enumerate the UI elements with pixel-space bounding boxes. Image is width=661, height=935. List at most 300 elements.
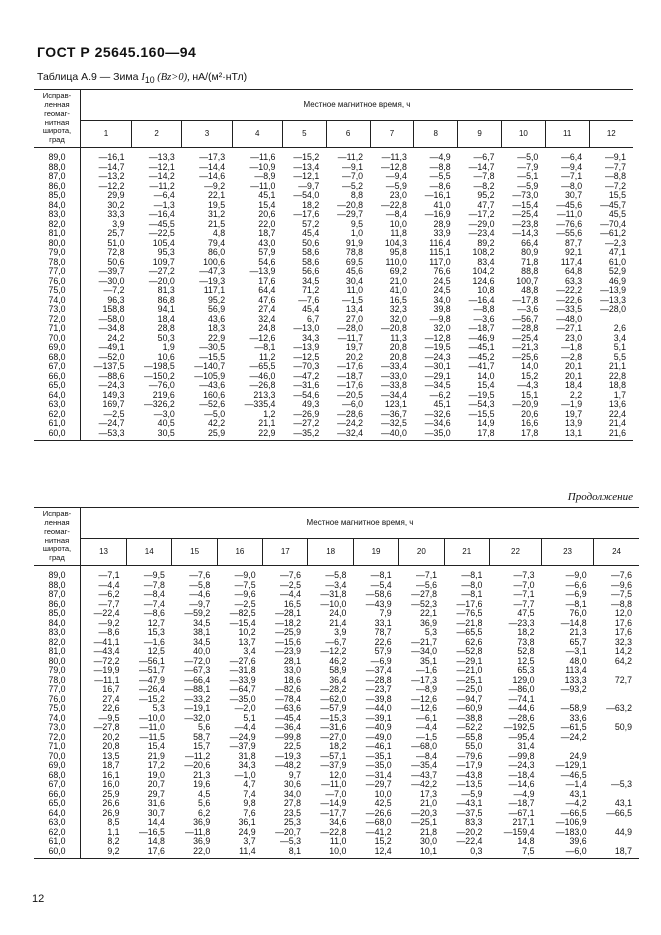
value-cell: —33,0 xyxy=(380,370,407,381)
value-cell: —19,5 xyxy=(468,389,495,400)
value-cell: 35,1 xyxy=(419,655,438,666)
value-cell: —198,5 xyxy=(143,361,175,372)
value-cell: 16,6 xyxy=(521,418,539,429)
value-cell: 109,7 xyxy=(152,256,175,267)
value-cell xyxy=(594,761,639,771)
value-cell: 15,7 xyxy=(193,741,211,752)
value-cell: —35,0 xyxy=(414,429,458,441)
value-cell: 34,3 xyxy=(302,332,320,343)
value-cell: —20,6 xyxy=(184,760,211,771)
value-cell: —6,2 xyxy=(98,589,120,600)
value-cell: —4,9 xyxy=(429,152,451,163)
value-cell: —8,8 xyxy=(473,304,495,315)
value-cell: 22,4 xyxy=(608,408,626,419)
value-cell: 213,3 xyxy=(253,389,276,400)
value-cell: 15,3 xyxy=(147,627,165,638)
value-cell: 13,4 xyxy=(345,304,364,315)
value-cell: —33,8 xyxy=(380,380,407,391)
value-cell: 88,8 xyxy=(521,266,539,277)
value-cell: 10,1 xyxy=(399,847,444,859)
value-cell: —159,4 xyxy=(503,826,535,837)
hour-header: 8 xyxy=(414,121,458,148)
value-cell: —1,8 xyxy=(561,342,583,353)
value-cell: 25,7 xyxy=(107,228,125,239)
hour-header: 14 xyxy=(127,539,172,566)
value-cell: 116,4 xyxy=(429,237,451,248)
value-cell: —106,9 xyxy=(555,817,587,828)
value-cell: 20,2 xyxy=(345,351,364,362)
value-cell: 15,2 xyxy=(374,836,392,847)
value-cell: 34,5 xyxy=(193,617,211,628)
value-cell: —20,7 xyxy=(275,826,301,837)
value-cell: —63,2 xyxy=(606,703,632,714)
value-cell: 33,1 xyxy=(374,617,392,628)
value-cell: —2,8 xyxy=(561,351,583,362)
value-cell: 15,4 xyxy=(477,380,495,391)
value-cell: —17,6 xyxy=(293,209,320,220)
value-cell: 169,7 xyxy=(102,399,125,410)
value-cell: —7,6 xyxy=(610,570,632,581)
value-cell: 8,1 xyxy=(263,847,308,859)
value-cell: —19,9 xyxy=(93,665,120,676)
value-cell: 11,3 xyxy=(390,332,407,343)
latitude-cell: 84,0 xyxy=(34,619,81,629)
value-cell: 19,7 xyxy=(564,408,583,419)
value-cell: 43,1 xyxy=(569,788,587,799)
value-cell: —9,8 xyxy=(429,313,451,324)
value-cell: 41,0 xyxy=(433,199,451,210)
value-cell: 46,2 xyxy=(329,655,347,666)
value-cell: —52,3 xyxy=(411,598,438,609)
value-cell: —140,7 xyxy=(194,361,226,372)
value-cell: 36,1 xyxy=(238,817,256,828)
value-cell: —33,5 xyxy=(556,304,583,315)
latitude-cell: 75,0 xyxy=(34,704,81,714)
latitude-cell: 89,0 xyxy=(34,148,81,163)
value-cell: 17,8 xyxy=(458,429,502,441)
value-cell: 63,3 xyxy=(564,275,583,286)
value-cell: —5,0 xyxy=(517,152,539,163)
value-cell: —9,1 xyxy=(604,152,626,163)
value-cell: —7,7 xyxy=(604,161,626,172)
value-cell: —7,1 xyxy=(561,171,583,182)
value-cell: —88,1 xyxy=(184,684,211,695)
caption-subscript: 10 xyxy=(144,75,155,86)
value-cell: 72,7 xyxy=(614,674,632,685)
value-cell: 27,4 xyxy=(102,693,120,704)
value-cell: —41,2 xyxy=(365,826,392,837)
value-cell: 3,9 xyxy=(334,627,347,638)
value-cell: 5,1 xyxy=(243,712,256,723)
value-cell: —7,7 xyxy=(513,598,535,609)
value-cell: —17,3 xyxy=(199,152,226,163)
value-cell: —35,0 xyxy=(229,693,256,704)
value-cell: —25,0 xyxy=(456,684,483,695)
value-cell: —12,2 xyxy=(98,180,125,191)
value-cell: —5,2 xyxy=(342,180,364,191)
value-cell: —9,6 xyxy=(610,579,632,590)
value-cell: —12,2 xyxy=(320,646,347,657)
value-cell: 12,5 xyxy=(147,646,165,657)
value-cell: 47,1 xyxy=(608,247,626,258)
value-cell: —18,7 xyxy=(468,323,495,334)
value-cell: —24,2 xyxy=(337,418,364,429)
value-cell: —4,9 xyxy=(513,788,535,799)
value-cell: —24,3 xyxy=(98,380,125,391)
value-cell: 49,3 xyxy=(302,399,320,410)
value-cell: 13,6 xyxy=(608,399,626,410)
value-cell: 24,8 xyxy=(258,323,276,334)
value-cell: —18,7 xyxy=(508,798,535,809)
value-cell: —62,0 xyxy=(320,693,347,704)
value-cell: —129,1 xyxy=(555,760,587,771)
value-cell: —66,5 xyxy=(606,807,632,818)
value-cell: 14,8 xyxy=(517,836,535,847)
value-cell: 1,9 xyxy=(162,342,175,353)
value-cell: —31,8 xyxy=(229,665,256,676)
value-cell: —21,8 xyxy=(456,617,483,628)
value-cell: —79,6 xyxy=(456,750,483,761)
value-cell: 31,8 xyxy=(238,750,256,761)
value-cell: —9,6 xyxy=(234,589,256,600)
value-cell: —9,2 xyxy=(204,180,226,191)
value-cell: 5,1 xyxy=(613,342,626,353)
value-cell: —26,4 xyxy=(138,684,165,695)
value-cell: —8,9 xyxy=(416,684,438,695)
hour-header: 19 xyxy=(353,539,398,566)
value-cell: —34,5 xyxy=(424,380,451,391)
value-cell: —8,1 xyxy=(254,342,276,353)
latitude-cell: 82,0 xyxy=(34,638,81,648)
value-cell: —9,5 xyxy=(98,712,120,723)
value-cell: 219,6 xyxy=(152,389,175,400)
value-cell: 20,8 xyxy=(389,342,407,353)
latitude-cell: 68,0 xyxy=(34,771,81,781)
value-cell: —10,9 xyxy=(249,161,276,172)
value-cell: 22,8 xyxy=(608,370,626,381)
value-cell: —11,1 xyxy=(94,674,120,685)
value-cell: —35,4 xyxy=(411,760,438,771)
hour-header: 7 xyxy=(370,121,414,148)
value-cell: —20,0 xyxy=(148,275,175,286)
value-cell: —43,9 xyxy=(365,598,392,609)
value-cell: —11,0 xyxy=(321,779,347,790)
value-cell: 21,0 xyxy=(389,275,407,286)
value-cell: 3,4 xyxy=(613,332,626,343)
value-cell: —54,0 xyxy=(293,190,320,201)
value-cell: —28,2 xyxy=(320,684,347,695)
value-cell: 38,1 xyxy=(193,627,211,638)
latitude-cell: 60,0 xyxy=(34,847,81,859)
value-cell: —137,5 xyxy=(93,361,125,372)
value-cell: —60,9 xyxy=(456,703,483,714)
value-cell: —67,3 xyxy=(184,665,211,676)
value-cell: 47,6 xyxy=(258,294,276,305)
value-cell: 29,9 xyxy=(107,190,125,201)
latitude-cell: 79,0 xyxy=(34,248,81,258)
value-cell: —10,0 xyxy=(320,598,347,609)
hour-header: 10 xyxy=(501,121,545,148)
value-cell: 7,6 xyxy=(243,807,256,818)
value-cell: 10,0 xyxy=(374,788,392,799)
value-cell: —10,0 xyxy=(138,712,165,723)
value-cell: 22,5 xyxy=(283,741,301,752)
value-cell: 14,4 xyxy=(147,817,165,828)
latitude-cell: 86,0 xyxy=(34,600,81,610)
value-cell: 12,5 xyxy=(517,655,535,666)
value-cell: —82,5 xyxy=(229,608,256,619)
value-cell: 94,1 xyxy=(157,304,175,315)
table-row xyxy=(34,148,633,163)
value-cell: —8,8 xyxy=(429,161,451,172)
value-cell: —38,8 xyxy=(456,712,483,723)
caption-condition: (Bz>0), xyxy=(154,72,193,83)
latitude-cell: 81,0 xyxy=(34,647,81,657)
value-cell: 13,1 xyxy=(545,429,589,441)
value-cell: —26,9 xyxy=(293,408,320,419)
value-cell: —56,1 xyxy=(138,655,165,666)
value-cell: —72,2 xyxy=(93,655,120,666)
value-cell: —45,5 xyxy=(148,218,175,229)
value-cell: —18,2 xyxy=(275,617,301,628)
value-cell: —48,0 xyxy=(556,313,583,324)
value-cell: —33,4 xyxy=(380,361,407,372)
value-cell: 18,8 xyxy=(608,380,626,391)
value-cell: 45,1 xyxy=(258,190,276,201)
value-cell: 1,1 xyxy=(107,826,120,837)
value-cell: —9,1 xyxy=(342,161,364,172)
value-cell: 18,6 xyxy=(283,674,301,685)
value-cell: —21,0 xyxy=(456,665,483,676)
value-cell: —7,6 xyxy=(279,570,301,581)
value-cell: —8,9 xyxy=(254,171,276,182)
value-cell: —68,0 xyxy=(411,741,438,752)
value-cell: —29,7 xyxy=(365,779,392,790)
latitude-cell: 64,0 xyxy=(34,809,81,819)
value-cell: —8,6 xyxy=(143,608,165,619)
latitude-cell: 89,0 xyxy=(34,566,81,581)
value-cell: —14,2 xyxy=(148,171,175,182)
table-caption xyxy=(37,71,247,85)
value-cell: 95,8 xyxy=(389,247,407,258)
value-cell: —150,2 xyxy=(143,370,175,381)
value-cell: 31,6 xyxy=(147,798,165,809)
value-cell: —11,3 xyxy=(381,152,407,163)
value-cell: —8,6 xyxy=(429,180,451,191)
value-cell: 27,0 xyxy=(345,313,364,324)
value-cell: —8,8 xyxy=(610,598,632,609)
time-header-title: Местное магнитное время, ч xyxy=(81,90,634,121)
value-cell: 14,0 xyxy=(477,370,495,381)
hour-header: 15 xyxy=(172,539,217,566)
value-cell: 2,6 xyxy=(613,323,626,334)
value-cell: —27,8 xyxy=(93,722,120,733)
value-cell: —76,5 xyxy=(456,608,483,619)
value-cell: —2,3 xyxy=(604,237,626,248)
value-cell: 26,6 xyxy=(102,798,120,809)
value-cell: 22,6 xyxy=(374,636,392,647)
value-cell: —1,5 xyxy=(342,294,364,305)
caption-unit: нА/(м²·нТл) xyxy=(192,71,248,83)
value-cell: 11,4 xyxy=(217,847,262,859)
value-cell: —76,6 xyxy=(556,218,583,229)
value-cell: —53,3 xyxy=(81,429,132,441)
value-cell: 12,4 xyxy=(353,847,398,859)
value-cell: 18,2 xyxy=(329,741,347,752)
value-cell: —8,2 xyxy=(473,180,495,191)
value-cell: 100,7 xyxy=(516,275,539,286)
value-cell: —46,5 xyxy=(560,769,587,780)
value-cell: —51,7 xyxy=(138,665,165,676)
value-cell: —9,7 xyxy=(189,598,211,609)
value-cell: 34,3 xyxy=(238,760,256,771)
value-cell: 11,8 xyxy=(390,228,407,239)
latitude-cell: 66,0 xyxy=(34,372,81,382)
value-cell: —45,4 xyxy=(275,712,301,723)
value-cell: —14,3 xyxy=(512,228,539,239)
value-cell: —5,9 xyxy=(385,180,407,191)
value-cell: —28,1 xyxy=(275,608,301,619)
value-cell: 28,9 xyxy=(433,218,451,229)
value-cell: 40,0 xyxy=(193,646,211,657)
value-cell: —65,5 xyxy=(456,627,483,638)
value-cell: 160,6 xyxy=(203,389,226,400)
value-cell: —31,6 xyxy=(293,380,320,391)
value-cell: —12,8 xyxy=(424,332,451,343)
latitude-cell: 81,0 xyxy=(34,229,81,239)
value-cell: 32,0 xyxy=(433,323,451,334)
value-cell: —57,9 xyxy=(320,703,347,714)
value-cell: —5,4 xyxy=(370,579,392,590)
latitude-cell: 73,0 xyxy=(34,305,81,315)
value-cell: 78,7 xyxy=(374,627,392,638)
value-cell: —1,9 xyxy=(561,399,583,410)
value-cell: 12,7 xyxy=(147,617,165,628)
value-cell: —61,2 xyxy=(600,228,626,239)
value-cell: 24,0 xyxy=(329,608,347,619)
value-cell: —95,4 xyxy=(508,731,535,742)
value-cell: 95,2 xyxy=(477,190,495,201)
value-cell: 18,2 xyxy=(302,199,320,210)
value-cell: —22,2 xyxy=(556,285,583,296)
hour-header: 2 xyxy=(131,121,181,148)
value-cell: —48,2 xyxy=(275,760,301,771)
value-cell: —9,0 xyxy=(234,570,256,581)
value-cell: —192,5 xyxy=(503,722,535,733)
value-cell: 65,7 xyxy=(569,636,587,647)
value-cell: 4,7 xyxy=(243,779,256,790)
value-cell: —5,6 xyxy=(416,579,438,590)
value-cell: —14,8 xyxy=(560,617,587,628)
caption-prefix: Таблица А.9 — Зима xyxy=(37,71,142,83)
value-cell: 13,7 xyxy=(238,636,256,647)
value-cell: 13,9 xyxy=(564,418,583,429)
value-cell: —28,8 xyxy=(365,674,392,685)
value-cell: 1,2 xyxy=(263,408,276,419)
value-cell: —4,4 xyxy=(279,589,301,600)
value-cell xyxy=(594,742,639,752)
value-cell: 32,3 xyxy=(389,304,407,315)
value-cell: —43,1 xyxy=(456,798,483,809)
hour-header: 18 xyxy=(308,539,353,566)
value-cell: 23,0 xyxy=(564,332,583,343)
value-cell: —25,6 xyxy=(512,351,539,362)
value-cell: —5,5 xyxy=(429,171,451,182)
value-cell: 123,1 xyxy=(384,399,407,410)
value-cell: —6,1 xyxy=(416,712,438,723)
value-cell: —8,0 xyxy=(561,180,583,191)
value-cell: —34,6 xyxy=(424,418,451,429)
value-cell: 23,0 xyxy=(389,190,407,201)
value-cell: —54,6 xyxy=(293,389,320,400)
value-cell: —82,6 xyxy=(275,684,301,695)
value-cell: 5,6 xyxy=(198,722,211,733)
value-cell: —70,4 xyxy=(600,218,626,229)
value-cell: 9,8 xyxy=(243,798,256,809)
latitude-cell: 72,0 xyxy=(34,315,81,325)
value-cell: 21,3 xyxy=(569,627,587,638)
value-cell: —6,0 xyxy=(342,399,364,410)
value-cell: —30,5 xyxy=(199,342,226,353)
value-cell: 33,9 xyxy=(433,228,451,239)
value-cell: 57,9 xyxy=(374,646,392,657)
value-cell: —31,6 xyxy=(320,722,347,733)
value-cell: 44,9 xyxy=(614,826,632,837)
value-cell: 45,6 xyxy=(345,266,364,277)
value-cell: —49,1 xyxy=(98,342,125,353)
value-cell: 14,2 xyxy=(614,646,632,657)
value-cell: 105,4 xyxy=(152,237,175,248)
value-cell: 71,8 xyxy=(521,256,539,267)
latitude-cell: 85,0 xyxy=(34,191,81,201)
value-cell: 24,5 xyxy=(433,285,451,296)
value-cell: —61,5 xyxy=(560,722,587,733)
value-cell: —99,8 xyxy=(508,750,535,761)
value-cell: —9,4 xyxy=(561,161,583,172)
value-cell: —13,2 xyxy=(98,171,125,182)
value-cell: —34,4 xyxy=(380,389,407,400)
value-cell: —16,1 xyxy=(98,152,125,163)
value-cell: —47,9 xyxy=(138,674,165,685)
value-cell: 83,4 xyxy=(477,256,495,267)
value-cell: 117,4 xyxy=(560,256,583,267)
value-cell: 95,2 xyxy=(207,294,226,305)
latitude-cell: 67,0 xyxy=(34,362,81,372)
latitude-cell: 88,0 xyxy=(34,581,81,591)
value-cell: —34,8 xyxy=(98,323,125,334)
value-cell: 36,9 xyxy=(419,617,438,628)
value-cell: —7,3 xyxy=(513,570,535,581)
value-cell: —55,6 xyxy=(556,228,583,239)
value-cell: 36,9 xyxy=(193,817,211,828)
value-cell: 34,5 xyxy=(193,636,211,647)
value-cell: —2,5 xyxy=(103,408,125,419)
value-cell: —24,7 xyxy=(98,418,125,429)
value-cell: 124,6 xyxy=(472,275,495,286)
value-cell: —7,1 xyxy=(416,570,438,581)
value-cell: —29,1 xyxy=(456,655,483,666)
value-cell: 149,3 xyxy=(102,389,125,400)
value-cell: 58,9 xyxy=(329,665,347,676)
value-cell: —4,4 xyxy=(98,579,120,590)
value-cell: —64,7 xyxy=(229,684,256,695)
value-cell: 12,0 xyxy=(614,608,632,619)
value-cell: —24,9 xyxy=(229,731,256,742)
value-cell: 45,1 xyxy=(433,399,451,410)
value-cell: —32,4 xyxy=(326,429,370,441)
value-cell: —23,3 xyxy=(508,617,535,628)
latitude-cell: 61,0 xyxy=(34,837,81,847)
